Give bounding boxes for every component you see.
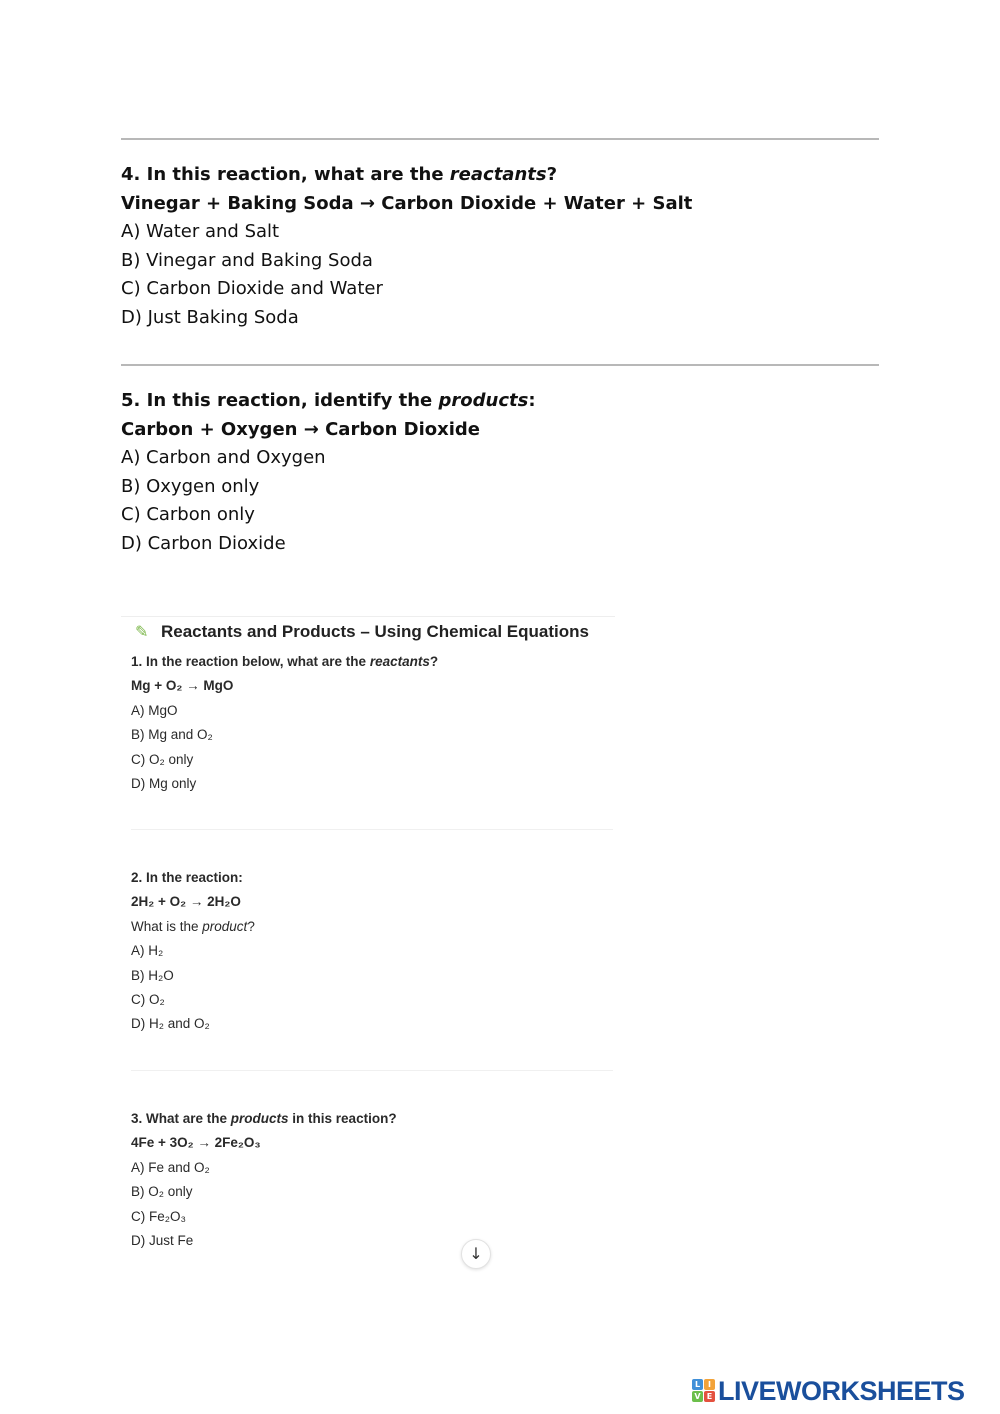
screenshot-question-3-option-c: C) Fe₂O₃ (131, 1208, 186, 1224)
logo-mark-icon: L I V E (692, 1379, 716, 1403)
question-4-option-b[interactable]: B) Vinegar and Baking Soda (121, 249, 373, 271)
question-4 (121, 161, 881, 332)
screenshot-question-3 (131, 1107, 601, 1253)
screenshot-question-1-option-d: D) Mg only (131, 775, 197, 791)
screenshot-question-1-prompt: 1. In the reaction below, what are the reactants? (131, 654, 439, 669)
screenshot-question-2-option-a: A) H₂ (131, 943, 164, 959)
screenshot-question-2-option-b: B) H₂O (131, 967, 174, 983)
screenshot-question-1 (131, 650, 601, 796)
screenshot-question-3-option-a: A) Fe and O₂ (131, 1159, 210, 1175)
logo-text: LIVEWORKSHEETS (718, 1376, 965, 1406)
screenshot-title: ✎ Reactants and Products – Using Chemical Equations (135, 619, 589, 645)
screenshot-question-1-equation: Mg + O₂ → MgO (131, 678, 234, 694)
screenshot-question-1-option-a: A) MgO (131, 702, 178, 718)
screenshot-question-2-option-c: C) O₂ (131, 991, 165, 1007)
screenshot-question-1-option-c: C) O₂ only (131, 751, 194, 767)
screenshot-question-3-option-d: D) Just Fe (131, 1232, 194, 1248)
question-5-equation: Carbon + Oxygen → Carbon Dioxide (121, 418, 480, 440)
divider-top (121, 138, 879, 140)
screenshot-question-3-prompt: 3. What are the products in this reaction? (131, 1111, 397, 1126)
question-4-option-a[interactable]: A) Water and Salt (121, 221, 280, 242)
test-tube-icon: ✎ (135, 624, 149, 641)
screenshot-divider-2 (131, 1070, 613, 1071)
screenshot-question-2 (131, 866, 601, 1037)
screenshot-question-2-label: 2. In the reaction: (131, 870, 243, 885)
screenshot-divider-1 (131, 829, 613, 830)
question-4-prompt: 4. In this reaction, what are the reactants? (121, 164, 558, 185)
scroll-down-button (461, 1239, 491, 1269)
embedded-screenshot (121, 616, 615, 1267)
screenshot-question-1-option-b: B) Mg and O₂ (131, 727, 213, 743)
screenshot-question-2-prompt: What is the product? (131, 918, 255, 934)
screenshot-question-2-option-d: D) H₂ and O₂ (131, 1016, 210, 1032)
question-5-option-c[interactable]: C) Carbon only (121, 504, 255, 525)
screenshot-question-2-equation: 2H₂ + O₂ → 2H₂O (131, 894, 241, 910)
question-4-equation: Vinegar + Baking Soda → Carbon Dioxide + Water + Salt (121, 192, 693, 214)
question-4-option-c[interactable]: C) Carbon Dioxide and Water (121, 278, 383, 299)
arrow-down-icon: ↓ (469, 1244, 483, 1263)
divider-middle (121, 364, 879, 366)
screenshot-question-3-equation: 4Fe + 3O₂ → 2Fe₂O₃ (131, 1135, 261, 1151)
question-5-prompt: 5. In this reaction, identify the products: (121, 390, 536, 411)
question-4-option-d[interactable]: D) Just Baking Soda (121, 306, 299, 328)
question-5-option-d[interactable]: D) Carbon Dioxide (121, 532, 286, 554)
screenshot-question-3-option-b: B) O₂ only (131, 1184, 193, 1200)
question-5 (121, 387, 881, 558)
liveworksheets-logo (692, 1374, 992, 1408)
question-5-option-a[interactable]: A) Carbon and Oxygen (121, 447, 326, 468)
question-5-option-b[interactable]: B) Oxygen only (121, 475, 260, 497)
